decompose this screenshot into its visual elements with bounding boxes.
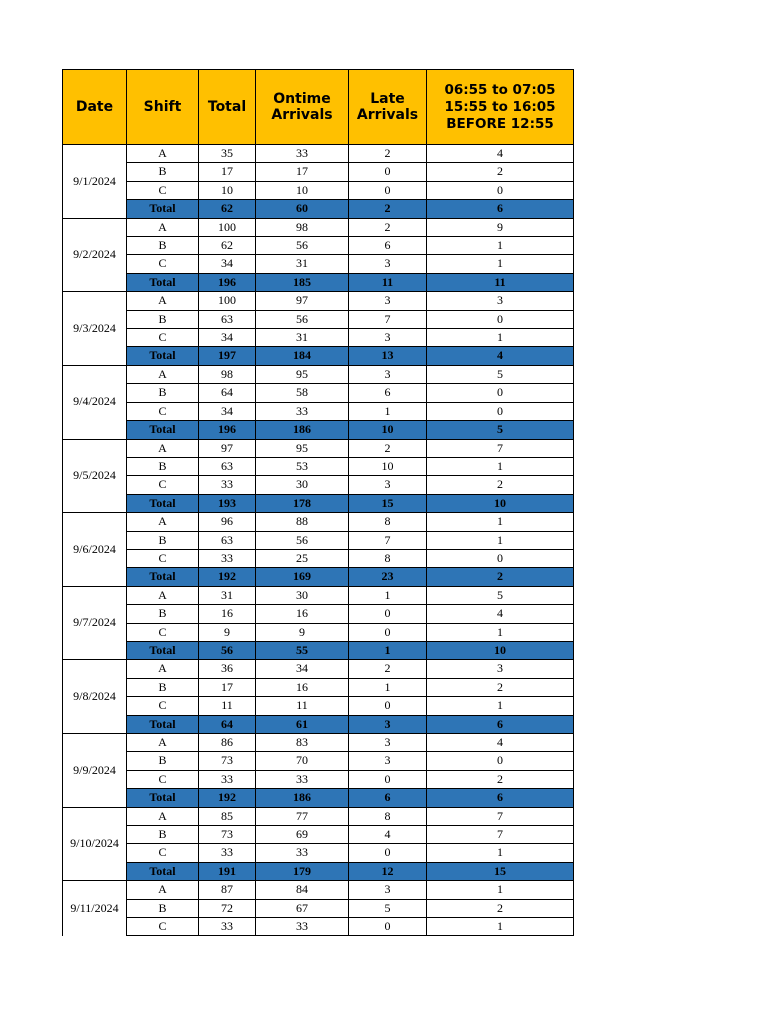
table-row <box>63 826 574 844</box>
window-cell: 1 <box>427 918 574 936</box>
date-cell: 9/8/2024 <box>63 660 127 734</box>
total-ontime-cell: 178 <box>256 494 349 512</box>
shift-cell: B <box>127 310 199 328</box>
shift-cell: B <box>127 752 199 770</box>
late-cell: 0 <box>349 163 427 181</box>
ontime-cell: 9 <box>256 623 349 641</box>
window-cell: 4 <box>427 734 574 752</box>
late-cell: 3 <box>349 255 427 273</box>
total-row <box>63 715 574 733</box>
ontime-cell: 67 <box>256 899 349 917</box>
ontime-cell: 69 <box>256 826 349 844</box>
window-cell: 3 <box>427 660 574 678</box>
late-cell: 3 <box>349 292 427 310</box>
total-cell: 100 <box>199 292 256 310</box>
total-cell: 34 <box>199 329 256 347</box>
shift-cell: A <box>127 365 199 383</box>
total-cell: 33 <box>199 770 256 788</box>
ontime-cell: 56 <box>256 310 349 328</box>
late-cell: 0 <box>349 844 427 862</box>
shift-cell: B <box>127 384 199 402</box>
late-cell: 3 <box>349 881 427 899</box>
table-row <box>63 918 574 936</box>
late-cell: 2 <box>349 439 427 457</box>
ontime-cell: 98 <box>256 218 349 236</box>
total-cell: 36 <box>199 660 256 678</box>
shift-cell: C <box>127 918 199 936</box>
table-row <box>63 586 574 604</box>
ontime-cell: 95 <box>256 365 349 383</box>
total-ontime-cell: 186 <box>256 421 349 439</box>
table-row <box>63 181 574 199</box>
shift-cell: C <box>127 770 199 788</box>
window-cell: 3 <box>427 292 574 310</box>
window-cell: 0 <box>427 402 574 420</box>
table-row <box>63 365 574 383</box>
table-row <box>63 623 574 641</box>
ontime-cell: 16 <box>256 605 349 623</box>
total-cell: 63 <box>199 531 256 549</box>
total-label-cell: Total <box>127 862 199 880</box>
date-cell: 9/6/2024 <box>63 513 127 587</box>
total-window-cell: 10 <box>427 494 574 512</box>
total-label-cell: Total <box>127 273 199 291</box>
total-cell: 33 <box>199 918 256 936</box>
late-cell: 8 <box>349 807 427 825</box>
late-cell: 3 <box>349 329 427 347</box>
shift-cell: C <box>127 476 199 494</box>
total-total-cell: 191 <box>199 862 256 880</box>
total-window-cell: 2 <box>427 568 574 586</box>
total-cell: 17 <box>199 678 256 696</box>
total-total-cell: 196 <box>199 273 256 291</box>
ontime-cell: 84 <box>256 881 349 899</box>
date-cell: 9/11/2024 <box>63 881 127 936</box>
total-cell: 63 <box>199 310 256 328</box>
total-cell: 34 <box>199 255 256 273</box>
total-window-cell: 4 <box>427 347 574 365</box>
table-row <box>63 605 574 623</box>
table-row <box>63 402 574 420</box>
total-cell: 31 <box>199 586 256 604</box>
late-cell: 0 <box>349 623 427 641</box>
total-window-cell: 6 <box>427 715 574 733</box>
late-cell: 7 <box>349 531 427 549</box>
total-cell: 16 <box>199 605 256 623</box>
table-row <box>63 549 574 567</box>
total-cell: 63 <box>199 457 256 475</box>
table-row <box>63 457 574 475</box>
arrivals-table <box>62 69 574 936</box>
late-cell: 8 <box>349 513 427 531</box>
ontime-cell: 31 <box>256 255 349 273</box>
ontime-cell: 33 <box>256 918 349 936</box>
window-cell: 4 <box>427 605 574 623</box>
table-row <box>63 531 574 549</box>
header-time-window-line1: 06:55 to 07:05 <box>444 81 556 98</box>
date-cell: 9/9/2024 <box>63 734 127 808</box>
header-time-window <box>427 70 574 145</box>
total-cell: 9 <box>199 623 256 641</box>
total-total-cell: 56 <box>199 641 256 659</box>
table-row <box>63 255 574 273</box>
table-row <box>63 678 574 696</box>
total-ontime-cell: 185 <box>256 273 349 291</box>
total-label-cell: Total <box>127 715 199 733</box>
ontime-cell: 33 <box>256 770 349 788</box>
late-cell: 2 <box>349 145 427 163</box>
total-label-cell: Total <box>127 494 199 512</box>
total-label-cell: Total <box>127 568 199 586</box>
total-cell: 34 <box>199 402 256 420</box>
shift-cell: A <box>127 292 199 310</box>
window-cell: 7 <box>427 439 574 457</box>
window-cell: 0 <box>427 752 574 770</box>
ontime-cell: 30 <box>256 476 349 494</box>
late-cell: 1 <box>349 586 427 604</box>
window-cell: 1 <box>427 513 574 531</box>
total-cell: 97 <box>199 439 256 457</box>
total-ontime-cell: 169 <box>256 568 349 586</box>
shift-cell: A <box>127 734 199 752</box>
date-cell: 9/5/2024 <box>63 439 127 513</box>
total-row <box>63 421 574 439</box>
total-row <box>63 641 574 659</box>
late-cell: 10 <box>349 457 427 475</box>
ontime-cell: 16 <box>256 678 349 696</box>
ontime-cell: 33 <box>256 402 349 420</box>
shift-cell: A <box>127 660 199 678</box>
shift-cell: C <box>127 255 199 273</box>
shift-cell: B <box>127 163 199 181</box>
window-cell: 9 <box>427 218 574 236</box>
window-cell: 1 <box>427 844 574 862</box>
shift-cell: B <box>127 899 199 917</box>
table-row <box>63 292 574 310</box>
shift-cell: A <box>127 145 199 163</box>
table-row <box>63 807 574 825</box>
total-window-cell: 11 <box>427 273 574 291</box>
total-late-cell: 23 <box>349 568 427 586</box>
date-cell: 9/4/2024 <box>63 365 127 439</box>
total-late-cell: 11 <box>349 273 427 291</box>
total-cell: 72 <box>199 899 256 917</box>
total-cell: 10 <box>199 181 256 199</box>
window-cell: 0 <box>427 181 574 199</box>
total-cell: 11 <box>199 697 256 715</box>
total-cell: 100 <box>199 218 256 236</box>
shift-cell: C <box>127 549 199 567</box>
shift-cell: A <box>127 218 199 236</box>
late-cell: 4 <box>349 826 427 844</box>
total-row <box>63 862 574 880</box>
late-cell: 6 <box>349 237 427 255</box>
header-row <box>63 70 574 145</box>
total-cell: 98 <box>199 365 256 383</box>
total-ontime-cell: 55 <box>256 641 349 659</box>
shift-cell: B <box>127 678 199 696</box>
shift-cell: A <box>127 439 199 457</box>
total-total-cell: 196 <box>199 421 256 439</box>
total-row <box>63 273 574 291</box>
window-cell: 7 <box>427 807 574 825</box>
shift-cell: A <box>127 807 199 825</box>
ontime-cell: 56 <box>256 237 349 255</box>
ontime-cell: 77 <box>256 807 349 825</box>
table-row <box>63 310 574 328</box>
window-cell: 1 <box>427 329 574 347</box>
total-cell: 64 <box>199 384 256 402</box>
shift-cell: B <box>127 457 199 475</box>
table-row <box>63 145 574 163</box>
total-total-cell: 192 <box>199 568 256 586</box>
window-cell: 1 <box>427 457 574 475</box>
total-row <box>63 494 574 512</box>
shift-cell: A <box>127 513 199 531</box>
table-row <box>63 329 574 347</box>
shift-cell: A <box>127 881 199 899</box>
total-total-cell: 64 <box>199 715 256 733</box>
total-late-cell: 15 <box>349 494 427 512</box>
ontime-cell: 34 <box>256 660 349 678</box>
header-time-window-line3: BEFORE 12:55 <box>446 115 554 132</box>
ontime-cell: 56 <box>256 531 349 549</box>
total-cell: 85 <box>199 807 256 825</box>
total-cell: 33 <box>199 549 256 567</box>
late-cell: 0 <box>349 181 427 199</box>
table-row <box>63 697 574 715</box>
late-cell: 0 <box>349 697 427 715</box>
table-row <box>63 844 574 862</box>
window-cell: 2 <box>427 770 574 788</box>
total-row <box>63 347 574 365</box>
window-cell: 1 <box>427 881 574 899</box>
total-cell: 96 <box>199 513 256 531</box>
shift-cell: C <box>127 402 199 420</box>
window-cell: 0 <box>427 310 574 328</box>
table-row <box>63 770 574 788</box>
total-late-cell: 12 <box>349 862 427 880</box>
shift-cell: B <box>127 531 199 549</box>
table-row <box>63 476 574 494</box>
late-cell: 0 <box>349 918 427 936</box>
header-late-arrivals: Late Arrivals <box>349 70 427 145</box>
window-cell: 0 <box>427 549 574 567</box>
ontime-cell: 25 <box>256 549 349 567</box>
shift-cell: C <box>127 623 199 641</box>
window-cell: 2 <box>427 476 574 494</box>
total-label-cell: Total <box>127 421 199 439</box>
total-cell: 17 <box>199 163 256 181</box>
total-window-cell: 10 <box>427 641 574 659</box>
header-time-window-line2: 15:55 to 16:05 <box>444 98 556 115</box>
late-cell: 2 <box>349 218 427 236</box>
table-row <box>63 439 574 457</box>
total-row <box>63 789 574 807</box>
total-total-cell: 62 <box>199 200 256 218</box>
late-cell: 3 <box>349 734 427 752</box>
ontime-cell: 58 <box>256 384 349 402</box>
date-cell: 9/10/2024 <box>63 807 127 881</box>
total-label-cell: Total <box>127 347 199 365</box>
ontime-cell: 10 <box>256 181 349 199</box>
header-date: Date <box>63 70 127 145</box>
total-label-cell: Total <box>127 789 199 807</box>
header-total: Total <box>199 70 256 145</box>
shift-cell: B <box>127 826 199 844</box>
total-ontime-cell: 179 <box>256 862 349 880</box>
table-row <box>63 384 574 402</box>
total-window-cell: 6 <box>427 789 574 807</box>
total-ontime-cell: 60 <box>256 200 349 218</box>
table-row <box>63 881 574 899</box>
shift-cell: C <box>127 181 199 199</box>
ontime-cell: 17 <box>256 163 349 181</box>
shift-cell: C <box>127 329 199 347</box>
total-cell: 33 <box>199 476 256 494</box>
shift-cell: C <box>127 844 199 862</box>
table-row <box>63 237 574 255</box>
total-cell: 33 <box>199 844 256 862</box>
total-cell: 87 <box>199 881 256 899</box>
table-row <box>63 752 574 770</box>
date-cell: 9/3/2024 <box>63 292 127 366</box>
ontime-cell: 88 <box>256 513 349 531</box>
total-window-cell: 5 <box>427 421 574 439</box>
header-shift: Shift <box>127 70 199 145</box>
date-cell: 9/1/2024 <box>63 145 127 219</box>
table-row <box>63 218 574 236</box>
late-cell: 1 <box>349 402 427 420</box>
table-row <box>63 899 574 917</box>
total-ontime-cell: 186 <box>256 789 349 807</box>
total-late-cell: 10 <box>349 421 427 439</box>
window-cell: 4 <box>427 145 574 163</box>
total-late-cell: 13 <box>349 347 427 365</box>
date-cell: 9/7/2024 <box>63 586 127 660</box>
total-cell: 73 <box>199 752 256 770</box>
late-cell: 0 <box>349 770 427 788</box>
window-cell: 7 <box>427 826 574 844</box>
shift-cell: A <box>127 586 199 604</box>
ontime-cell: 31 <box>256 329 349 347</box>
late-cell: 2 <box>349 660 427 678</box>
total-total-cell: 193 <box>199 494 256 512</box>
header-ontime-arrivals: Ontime Arrivals <box>256 70 349 145</box>
ontime-cell: 97 <box>256 292 349 310</box>
ontime-cell: 33 <box>256 145 349 163</box>
total-window-cell: 6 <box>427 200 574 218</box>
total-late-cell: 2 <box>349 200 427 218</box>
late-cell: 6 <box>349 384 427 402</box>
ontime-cell: 95 <box>256 439 349 457</box>
total-cell: 62 <box>199 237 256 255</box>
total-label-cell: Total <box>127 200 199 218</box>
shift-cell: B <box>127 605 199 623</box>
window-cell: 1 <box>427 531 574 549</box>
total-cell: 86 <box>199 734 256 752</box>
table-row <box>63 163 574 181</box>
ontime-cell: 53 <box>256 457 349 475</box>
shift-cell: C <box>127 697 199 715</box>
total-cell: 73 <box>199 826 256 844</box>
window-cell: 0 <box>427 384 574 402</box>
late-cell: 5 <box>349 899 427 917</box>
late-cell: 7 <box>349 310 427 328</box>
late-cell: 3 <box>349 752 427 770</box>
ontime-cell: 11 <box>256 697 349 715</box>
ontime-cell: 30 <box>256 586 349 604</box>
total-late-cell: 1 <box>349 641 427 659</box>
total-total-cell: 197 <box>199 347 256 365</box>
ontime-cell: 33 <box>256 844 349 862</box>
window-cell: 5 <box>427 586 574 604</box>
total-window-cell: 15 <box>427 862 574 880</box>
total-row <box>63 568 574 586</box>
window-cell: 2 <box>427 678 574 696</box>
total-late-cell: 6 <box>349 789 427 807</box>
late-cell: 1 <box>349 678 427 696</box>
late-cell: 8 <box>349 549 427 567</box>
table-row <box>63 734 574 752</box>
total-row <box>63 200 574 218</box>
window-cell: 5 <box>427 365 574 383</box>
window-cell: 1 <box>427 697 574 715</box>
table-row <box>63 660 574 678</box>
ontime-cell: 70 <box>256 752 349 770</box>
total-ontime-cell: 61 <box>256 715 349 733</box>
window-cell: 2 <box>427 163 574 181</box>
total-cell: 35 <box>199 145 256 163</box>
late-cell: 0 <box>349 605 427 623</box>
ontime-cell: 83 <box>256 734 349 752</box>
date-cell: 9/2/2024 <box>63 218 127 292</box>
window-cell: 1 <box>427 237 574 255</box>
shift-cell: B <box>127 237 199 255</box>
table-row <box>63 513 574 531</box>
window-cell: 2 <box>427 899 574 917</box>
total-label-cell: Total <box>127 641 199 659</box>
total-ontime-cell: 184 <box>256 347 349 365</box>
late-cell: 3 <box>349 365 427 383</box>
total-total-cell: 192 <box>199 789 256 807</box>
window-cell: 1 <box>427 255 574 273</box>
window-cell: 1 <box>427 623 574 641</box>
total-late-cell: 3 <box>349 715 427 733</box>
late-cell: 3 <box>349 476 427 494</box>
table-body <box>63 145 574 936</box>
